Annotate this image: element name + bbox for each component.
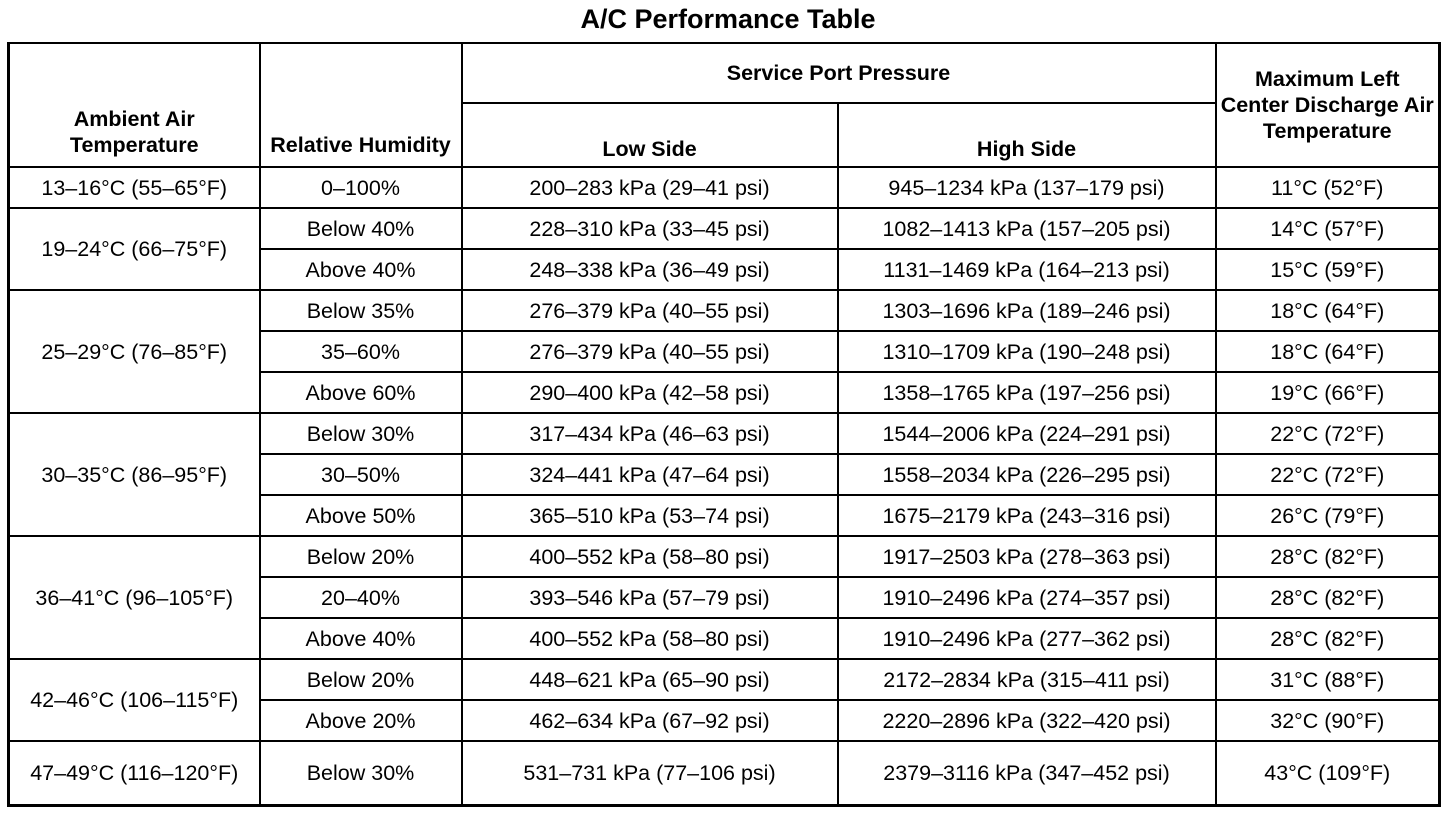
low-side-cell: 448–621 kPa (65–90 psi): [462, 659, 838, 700]
high-side-cell: 2220–2896 kPa (322–420 psi): [838, 700, 1216, 741]
humidity-cell: Below 30%: [260, 741, 462, 805]
high-side-cell: 1310–1709 kPa (190–248 psi): [838, 331, 1216, 372]
humidity-cell: 0–100%: [260, 167, 462, 208]
low-side-cell: 365–510 kPa (53–74 psi): [462, 495, 838, 536]
discharge-cell: 18°C (64°F): [1216, 290, 1440, 331]
humidity-cell: Below 35%: [260, 290, 462, 331]
header-relative-humidity: Relative Humidity: [260, 43, 462, 167]
discharge-cell: 15°C (59°F): [1216, 249, 1440, 290]
high-side-cell: 1082–1413 kPa (157–205 psi): [838, 208, 1216, 249]
table-row: [9, 536, 1440, 577]
header-ambient-air-temperature: Ambient Air Temperature: [9, 43, 260, 167]
low-side-cell: 400–552 kPa (58–80 psi): [462, 618, 838, 659]
discharge-cell: 11°C (52°F): [1216, 167, 1440, 208]
high-side-cell: 1675–2179 kPa (243–316 psi): [838, 495, 1216, 536]
low-side-cell: 324–441 kPa (47–64 psi): [462, 454, 838, 495]
low-side-cell: 317–434 kPa (46–63 psi): [462, 413, 838, 454]
humidity-cell: Above 60%: [260, 372, 462, 413]
header-high-side: High Side: [838, 103, 1216, 167]
low-side-cell: 248–338 kPa (36–49 psi): [462, 249, 838, 290]
table-body: [9, 167, 1440, 805]
low-side-cell: 200–283 kPa (29–41 psi): [462, 167, 838, 208]
high-side-cell: 1358–1765 kPa (197–256 psi): [838, 372, 1216, 413]
humidity-cell: Above 20%: [260, 700, 462, 741]
low-side-cell: 276–379 kPa (40–55 psi): [462, 331, 838, 372]
ac-performance-table: [7, 42, 1441, 807]
ambient-cell: 19–24°C (66–75°F): [9, 208, 260, 290]
humidity-cell: 20–40%: [260, 577, 462, 618]
header-discharge-air-temperature: Maximum Left Center Discharge Air Temperature: [1216, 43, 1440, 167]
header-service-port-pressure: Service Port Pressure: [462, 43, 1216, 103]
low-side-cell: 462–634 kPa (67–92 psi): [462, 700, 838, 741]
humidity-cell: 35–60%: [260, 331, 462, 372]
table-row: [9, 167, 1440, 208]
high-side-cell: 945–1234 kPa (137–179 psi): [838, 167, 1216, 208]
discharge-cell: 22°C (72°F): [1216, 413, 1440, 454]
low-side-cell: 400–552 kPa (58–80 psi): [462, 536, 838, 577]
humidity-cell: Above 40%: [260, 618, 462, 659]
table-row: [9, 413, 1440, 454]
high-side-cell: 1131–1469 kPa (164–213 psi): [838, 249, 1216, 290]
discharge-cell: 32°C (90°F): [1216, 700, 1440, 741]
humidity-cell: Below 40%: [260, 208, 462, 249]
high-side-cell: 1558–2034 kPa (226–295 psi): [838, 454, 1216, 495]
high-side-cell: 1910–2496 kPa (274–357 psi): [838, 577, 1216, 618]
high-side-cell: 1303–1696 kPa (189–246 psi): [838, 290, 1216, 331]
ambient-cell: 42–46°C (106–115°F): [9, 659, 260, 741]
high-side-cell: 2379–3116 kPa (347–452 psi): [838, 741, 1216, 805]
humidity-cell: Below 20%: [260, 659, 462, 700]
ambient-cell: 13–16°C (55–65°F): [9, 167, 260, 208]
low-side-cell: 531–731 kPa (77–106 psi): [462, 741, 838, 805]
discharge-cell: 28°C (82°F): [1216, 536, 1440, 577]
discharge-cell: 31°C (88°F): [1216, 659, 1440, 700]
discharge-cell: 19°C (66°F): [1216, 372, 1440, 413]
discharge-cell: 14°C (57°F): [1216, 208, 1440, 249]
high-side-cell: 1917–2503 kPa (278–363 psi): [838, 536, 1216, 577]
table-title: A/C Performance Table: [580, 4, 876, 34]
low-side-cell: 393–546 kPa (57–79 psi): [462, 577, 838, 618]
discharge-cell: 28°C (82°F): [1216, 618, 1440, 659]
table-row: [9, 741, 1440, 805]
table-row: [9, 659, 1440, 700]
low-side-cell: 228–310 kPa (33–45 psi): [462, 208, 838, 249]
discharge-cell: 18°C (64°F): [1216, 331, 1440, 372]
low-side-cell: 290–400 kPa (42–58 psi): [462, 372, 838, 413]
ambient-cell: 36–41°C (96–105°F): [9, 536, 260, 659]
table-row: [9, 208, 1440, 249]
humidity-cell: Below 20%: [260, 536, 462, 577]
low-side-cell: 276–379 kPa (40–55 psi): [462, 290, 838, 331]
header-low-side: Low Side: [462, 103, 838, 167]
table-row: [9, 290, 1440, 331]
ambient-cell: 25–29°C (76–85°F): [9, 290, 260, 413]
ambient-cell: 30–35°C (86–95°F): [9, 413, 260, 536]
high-side-cell: 1910–2496 kPa (277–362 psi): [838, 618, 1216, 659]
humidity-cell: Above 40%: [260, 249, 462, 290]
humidity-cell: Below 30%: [260, 413, 462, 454]
humidity-cell: 30–50%: [260, 454, 462, 495]
high-side-cell: 2172–2834 kPa (315–411 psi): [838, 659, 1216, 700]
ambient-cell: 47–49°C (116–120°F): [9, 741, 260, 805]
high-side-cell: 1544–2006 kPa (224–291 psi): [838, 413, 1216, 454]
discharge-cell: 22°C (72°F): [1216, 454, 1440, 495]
discharge-cell: 28°C (82°F): [1216, 577, 1440, 618]
humidity-cell: Above 50%: [260, 495, 462, 536]
discharge-cell: 43°C (109°F): [1216, 741, 1440, 805]
discharge-cell: 26°C (79°F): [1216, 495, 1440, 536]
